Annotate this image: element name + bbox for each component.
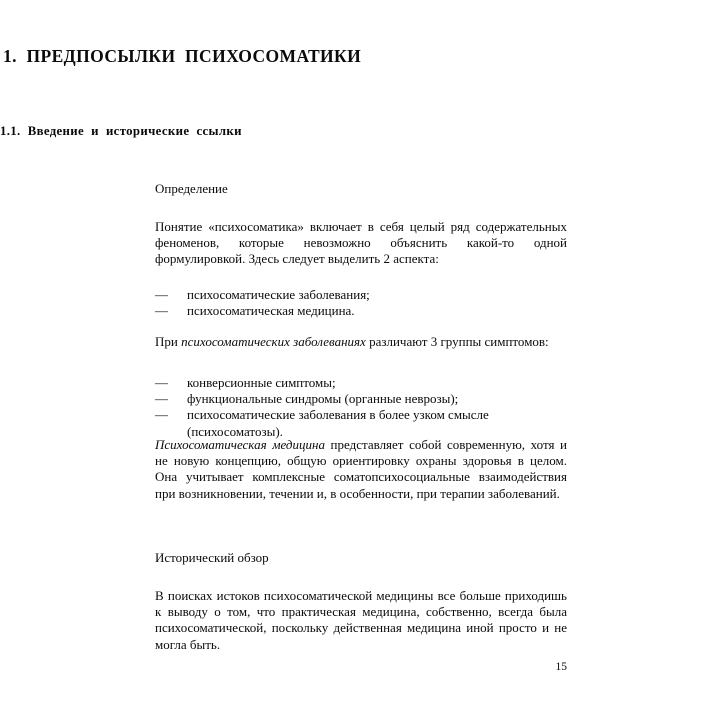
aspects-list [155,287,567,319]
page-number: 15 [555,661,567,673]
definition-paragraph: Понятие «психосоматика» включает в себя целый ряд содержательных феноменов, которые невозможно объяснить какой-то одной формулировкой. Здесь следует выделить 2 аспекта: [155,219,567,267]
history-paragraph: В поисках истоков психосоматической медицины все больше приходишь к выводу о том, что практическая медицина, собственно, всегда была психосоматической, поскольку действенная медицина иной просто и не могла быть. [155,588,567,652]
list-item [155,375,567,391]
list-item-label: психосоматические заболевания; [187,287,370,302]
list-item-label: психосоматическая медицина. [187,303,355,319]
history-label: Исторический обзор [155,550,269,565]
list-item-label: психосоматические заболевания в более узком смысле (психосоматозы). [187,407,489,439]
psychosomatic-medicine-paragraph [155,437,567,502]
symptom-groups-paragraph [155,334,567,350]
list-item [155,287,567,303]
list-item [155,407,567,439]
chapter-title: 1. ПРЕДПОСЫЛКИ ПСИХОСОМАТИКИ [3,46,362,66]
definition-label: Определение [155,181,228,196]
list-item-label: функциональные синдромы (органные неврозы); [187,391,459,407]
section-title: 1.1. Введение и исторические ссылки [0,124,242,138]
psychosomatic-medicine-body: представляет собой современную, хотя и не новую концепцию, общую ориентировку охраны здоровья в целом. Она учитывает комплексные соматопсихосоциальные взаимодействия при возникновении, течении и, в особенности, при терапии заболеваний. [155,437,567,501]
symptom-groups-list [155,375,567,440]
em-dash-icon: — [155,407,168,423]
symptom-groups-intro-italic: психосоматических заболеваниях [181,334,366,349]
symptom-groups-intro-suffix: различают 3 группы симптомов: [365,334,549,349]
em-dash-icon: — [155,391,168,407]
em-dash-icon: — [155,303,168,319]
list-item [155,303,567,319]
list-item-label: конверсионные симптомы; [187,375,336,390]
list-item [155,391,567,407]
symptom-groups-intro-prefix: При [155,334,182,349]
em-dash-icon: — [155,375,168,390]
em-dash-icon: — [155,287,168,302]
psychosomatic-medicine-lead: Психосоматическая медицина [155,437,325,452]
